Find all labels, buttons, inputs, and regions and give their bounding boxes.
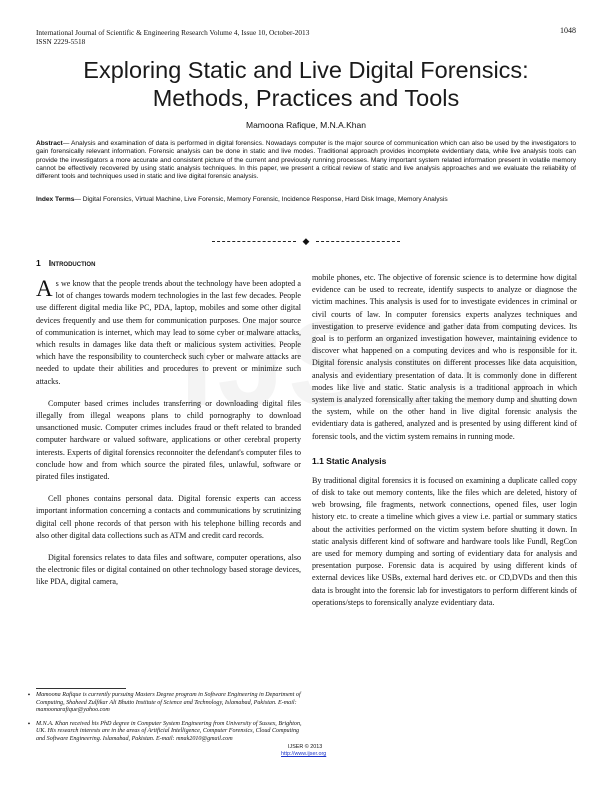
bullet-icon: • bbox=[27, 691, 31, 699]
footnote-text: Mamoona Rafique is currently pursuing Masters Degree program in Software Engineering in Department of Computing, Shaheed Zulfikar Ali Bhutto Institute of Science and Technology, Islamabad, Pakistan. E-mail: mamoonarafique@yahoo.com bbox=[36, 692, 301, 713]
subsection-heading: 1.1 Static Analysis bbox=[312, 455, 387, 466]
intro-paragraph-4: Digital forensics relates to data files and software, computer operations, also the electronic files or digital contained on other technology based storage devices, like PDA, digital camera, bbox=[36, 553, 301, 587]
section-title: Introduction bbox=[48, 258, 96, 268]
abstract bbox=[36, 140, 576, 181]
authors: Mamoona Rafique, M.N.A.Khan bbox=[245, 120, 366, 130]
intro-paragraph-3: Cell phones contains personal data. Digital forensic experts can access important information concerning a contacts and communications by scrutinizing digital cell phone records of that person with his telephone billing records and also other digital data collections such as ATM and credit card records. bbox=[36, 494, 301, 540]
index-terms-text: — Digital Forensics, Virtual Machine, Live Forensic, Memory Forensic, Incidence Response, Hard Disk Image, Memory Analysis bbox=[74, 196, 448, 203]
page-number: 1048 bbox=[560, 26, 576, 35]
copyright: IJSER © 2013 bbox=[288, 744, 323, 750]
section-heading bbox=[36, 258, 301, 268]
divider-diamond-icon: ◆ bbox=[302, 235, 310, 246]
footnote-rule bbox=[36, 688, 126, 689]
bullet-icon: • bbox=[27, 719, 31, 728]
footnote-text: M.N.A. Khan received his PhD degree in Computer System Engineering from University of Sussex, Brighton, UK. His research interests are in the areas of Artificial Intelligence, Computer Forensics, Cloud Computing and Software Engineering. Islamabad, Pakistan. E-mail: mnak2010@gmail.com bbox=[36, 720, 302, 742]
intro-paragraph-1-text: s we know that the people trends about the technology have been adopted a lot of changes towards modern technologies in the last few decades. People use different digital media like PC, PDA, laptop, mobiles and some other digital devices frequently and use them for communication purposes. One major source of communication is internet, which may lead to some cyber or malware attacks, which results in damages like data theft or malicious system activities. People which have the responsibility to countercheck such cyber or malware attacks are needed to update their abilities and procedures to prevent or minimize such attacks. bbox=[36, 279, 301, 386]
journal-title: International Journal of Scientific & Engineering Research Volume 4, Issue 10, October-2013 bbox=[36, 28, 310, 37]
index-terms-label: Index Terms bbox=[36, 196, 75, 203]
journal-header bbox=[36, 28, 416, 46]
divider-dash-right bbox=[316, 241, 400, 242]
journal-url-link[interactable]: http://www.ijser.org bbox=[281, 751, 327, 757]
divider-dash-left bbox=[212, 241, 296, 242]
abstract-label: Abstract bbox=[36, 140, 63, 147]
journal-issn: ISSN 2229-5518 bbox=[36, 37, 86, 46]
footnote-item bbox=[22, 721, 302, 744]
right-column bbox=[312, 272, 577, 777]
footnote-item bbox=[22, 692, 302, 715]
paper-title bbox=[36, 56, 576, 112]
title-line-2: Methods, Practices and Tools bbox=[152, 85, 460, 111]
intro-paragraph-5: mobile phones, etc. The objective of forensic science is to determine how digital evidence can be used to recreate, identify suspects to analyze or diagnose the victim machines. This analysis is used for to investigate evidences in criminal or civil courts of law. In computer forensics experts analyzes techniques and investigation to preserve evidence and gather data from computing devices. Its goal is to perform an organized investigation however, maintaining evidence to discover what happened on a computing devices and who is responsible for it. Digital forensic analysis constitutes on different processes like data acquisition, analysis and evidentiary presentation of data. It is commonly done in different modes like live and static. Static analysis is a traditional approach in which system is analyzed forensically after taking the memory dump and shutting down the system, while on the other hand in live digital forensic analysis the evidentiary data is gathered, analyzed and is presented by using different kind of forensic tools, and the victim system remains in running mode. bbox=[312, 273, 577, 441]
index-terms bbox=[36, 196, 576, 204]
intro-paragraph-2: Computer based crimes includes transferring or downloading digital files illegally from illegal weapons plans to child pornography to download unsanctioned music. Computer crimes includes fraud or theft related to branded computer hardware or valued software, applications or other cerebral property interests. Experts of digital forensics reconnoiter the defendant's computer files to conclude how and from which source the pirated files, unlawful, software or pirated files instigated. bbox=[36, 398, 301, 482]
abstract-text: — Analysis and examination of data is performed in digital forensics. Nowadays computer is the major source of communication which can also be used by the investigators to gain forensically relevant information. Forensic analysis can be done in static and live modes. Traditional approach provides incomplete evidentiary data, while live analysis tools can provide the investigators a more accurate and consistent picture of the current and previously running processes. Many important system related information present in volatile memory cannot be effectively recovered by using static analysis techniques. In this paper, we present a critical review of static and live analysis approaches and we evaluate the reliability of different tools and techniques used in static and live digital forensic analysis. bbox=[36, 140, 576, 181]
drop-cap: A bbox=[36, 276, 53, 301]
footnotes bbox=[22, 692, 302, 749]
section-divider bbox=[196, 236, 416, 246]
title-line-1: Exploring Static and Live Digital Forensics: bbox=[83, 57, 529, 83]
section-number: 1 bbox=[36, 258, 41, 268]
intro-paragraph-1 bbox=[36, 278, 301, 388]
static-analysis-paragraph: By traditional digital forensics it is focused on examining a duplicate called copy of disk to take out memory contents, like the files which are deleted, history of web browsing, file fragments, network connections, opened files, user login history etc. to create a timeline which gives a view i.e. partial or summary statics about the activities performed on the victim system before shutting it down. In static analysis different kind of software and hardware tools like Fundl, RegCon are used for memory dumping and sorting of evidentiary data for analysis and presentation purpose. Forensic data is acquired by using different kinds of external devices like USBs, external hard derives etc. or CD,DVDs and then this data is brought into the forensic lab for investigators to perform different kinds of operations/steps to forensically analyze evidentiary data. bbox=[312, 475, 577, 607]
